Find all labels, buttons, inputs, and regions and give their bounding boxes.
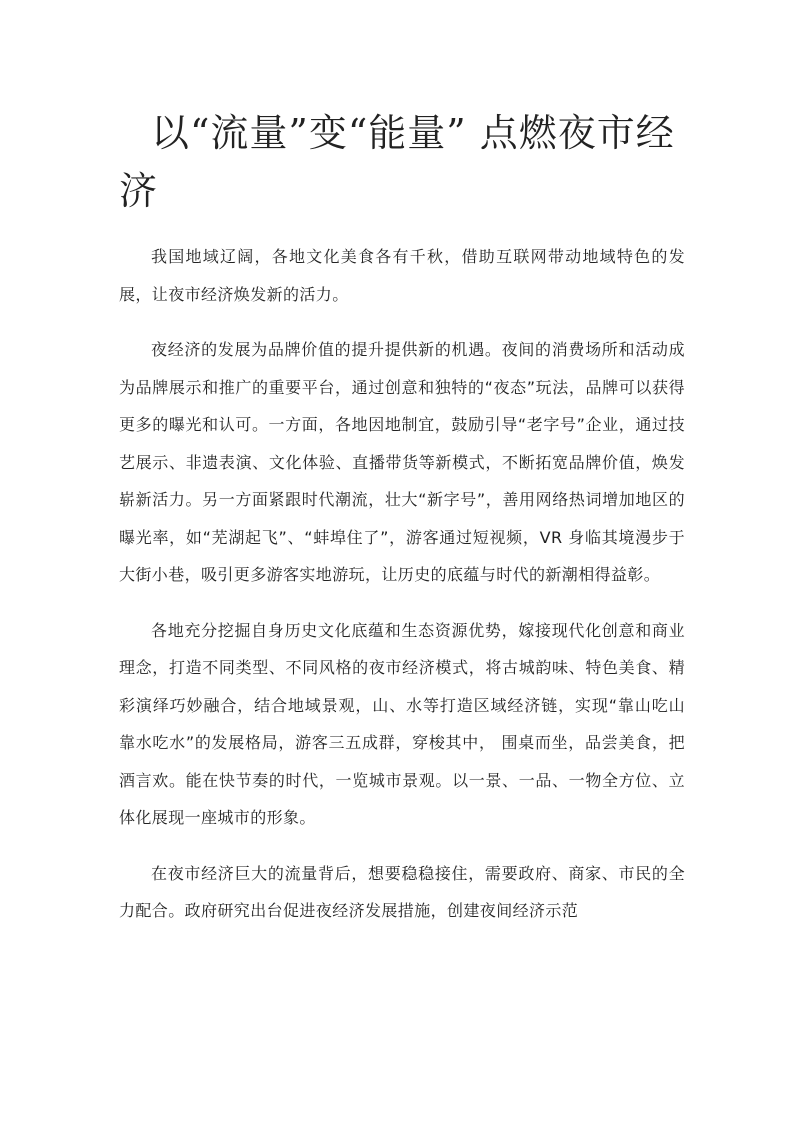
paragraph: 在夜市经济巨大的流量背后，想要稳稳接住，需要政府、商家、市民的全力配合。政府研究出台促进夜经济发展措施，创建夜间经济示范 <box>119 863 685 920</box>
paragraph: 我国地域辽阔，各地文化美食各有千秋，借助互联网带动地域特色的发展，让夜市经济焕发新的活力。 <box>119 247 685 304</box>
paragraph: 各地充分挖掘自身历史文化底蕴和生态资源优势，嫁接现代化创意和商业理念，打造不同类型、不同风格的夜市经济模式，将古城韵味、特色美食、精彩演绎巧妙融合，结合地域景观，山、水等打造区域经济链，实现“靠山吃山靠水吃水”的发展格局，游客三五成群，穿梭其中， 围桌而坐，品尝美食，把酒言欢。能在快节奏的时代，一览城市景观。以一景、一品、一物全方位、立体化展现一座城市的形象。 <box>119 620 685 827</box>
article-title: 以“流量”变“能量” 点燃夜市经济 <box>119 111 675 213</box>
paragraph: 夜经济的发展为品牌价值的提升提供新的机遇。夜间的消费场所和活动成为品牌展示和推广的重要平台，通过创意和独特的“夜态”玩法，品牌可以获得更多的曝光和认可。一方面，各地因地制宜，鼓励引导“老字号”企业，通过技艺展示、非遗表演、文化体验、直播带货等新模式，不断拓宽品牌价值，焕发崭新活力。另一方面紧跟时代潮流，壮大“新字号”，善用网络热词增加地区的曝光率，如“芜湖起飞”、“蚌埠住了”，游客通过短视频，VR 身临其境漫步于大街小巷，吸引更多游客实地游玩，让历史的底蕴与时代的新潮相得益彰。 <box>119 340 685 584</box>
article-body <box>119 238 685 948</box>
